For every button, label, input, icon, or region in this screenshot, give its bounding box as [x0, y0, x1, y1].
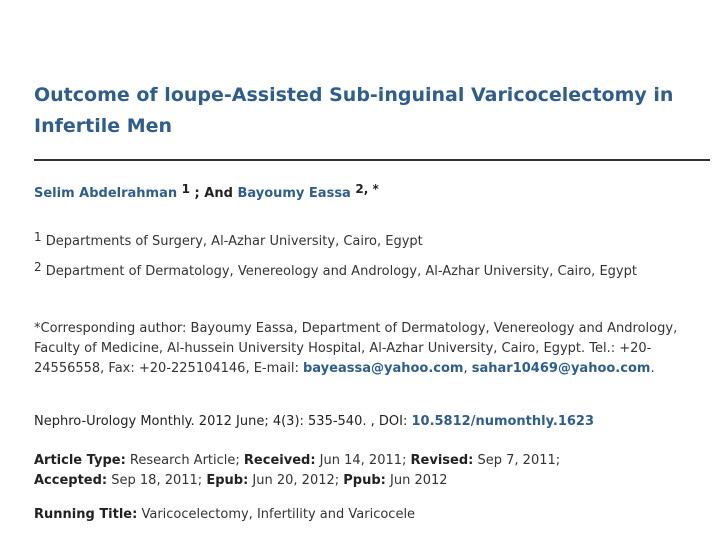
affiliation-2 — [34, 262, 704, 281]
received-label: Received: — [243, 453, 316, 468]
author-2-name[interactable]: Bayoumy Eassa — [237, 186, 351, 201]
affiliation-2-number: 2 — [34, 260, 42, 274]
email-end: . — [650, 361, 655, 376]
corresponding-author-text: *Corresponding author: Bayoumy Eassa, Department of Dermatology, Venereology and Andrology, Faculty of Medicine, Al-hussein University Hospital, Al-Azhar University, Cairo, Egypt. Tel.: +20-24556558, Fax: +20-225104146, E-mail: — [34, 321, 678, 376]
corresponding-author — [34, 319, 704, 379]
author-2-superscript: 2, * — [355, 182, 379, 196]
doi-link[interactable]: 10.5812/numonthly.1623 — [411, 414, 595, 429]
author-separator: ; — [194, 186, 200, 201]
author-1-name[interactable]: Selim Abdelrahman — [34, 186, 178, 201]
affiliation-1 — [34, 232, 704, 251]
article-type-label: Article Type: — [34, 453, 126, 468]
citation-journal: Nephro-Urology Monthly. 2012 June; 4(3): 535-540. , DOI: — [34, 414, 408, 429]
accepted-label: Accepted: — [34, 473, 108, 488]
revised-label: Revised: — [410, 453, 474, 468]
running-title-label: Running Title: — [34, 507, 138, 522]
article-metadata — [34, 451, 704, 491]
email-link-2[interactable]: sahar10469@yahoo.com — [471, 361, 651, 376]
accepted-value: Sep 18, 2011; — [111, 473, 203, 488]
citation-line — [34, 413, 704, 431]
running-title-value: Varicocelectomy, Infertility and Varicocele — [141, 507, 416, 522]
revised-value: Sep 7, 2011; — [477, 453, 561, 468]
email-separator: , — [463, 361, 468, 376]
epub-label: Epub: — [206, 473, 249, 488]
epub-value: Jun 20, 2012; — [252, 473, 340, 488]
running-title — [34, 506, 704, 524]
affiliation-2-text: Department of Dermatology, Venereology and Andrology, Al-Azhar University, Cairo, Egypt — [45, 264, 637, 279]
email-link-1[interactable]: bayeassa@yahoo.com — [303, 361, 464, 376]
article-title: Outcome of loupe-Assisted Sub-inguinal Varicocelectomy in Infertile Men — [34, 84, 674, 137]
author-and: And — [204, 186, 233, 201]
ppub-label: Ppub: — [343, 473, 386, 488]
affiliation-1-number: 1 — [34, 230, 42, 244]
received-value: Jun 14, 2011; — [319, 453, 407, 468]
author-1-superscript: 1 — [181, 182, 191, 196]
title-divider — [34, 159, 710, 161]
article-type-value: Research Article; — [129, 453, 240, 468]
ppub-value: Jun 2012 — [390, 473, 448, 488]
affiliation-1-text: Departments of Surgery, Al-Azhar University, Cairo, Egypt — [45, 234, 423, 249]
author-line — [34, 184, 704, 203]
